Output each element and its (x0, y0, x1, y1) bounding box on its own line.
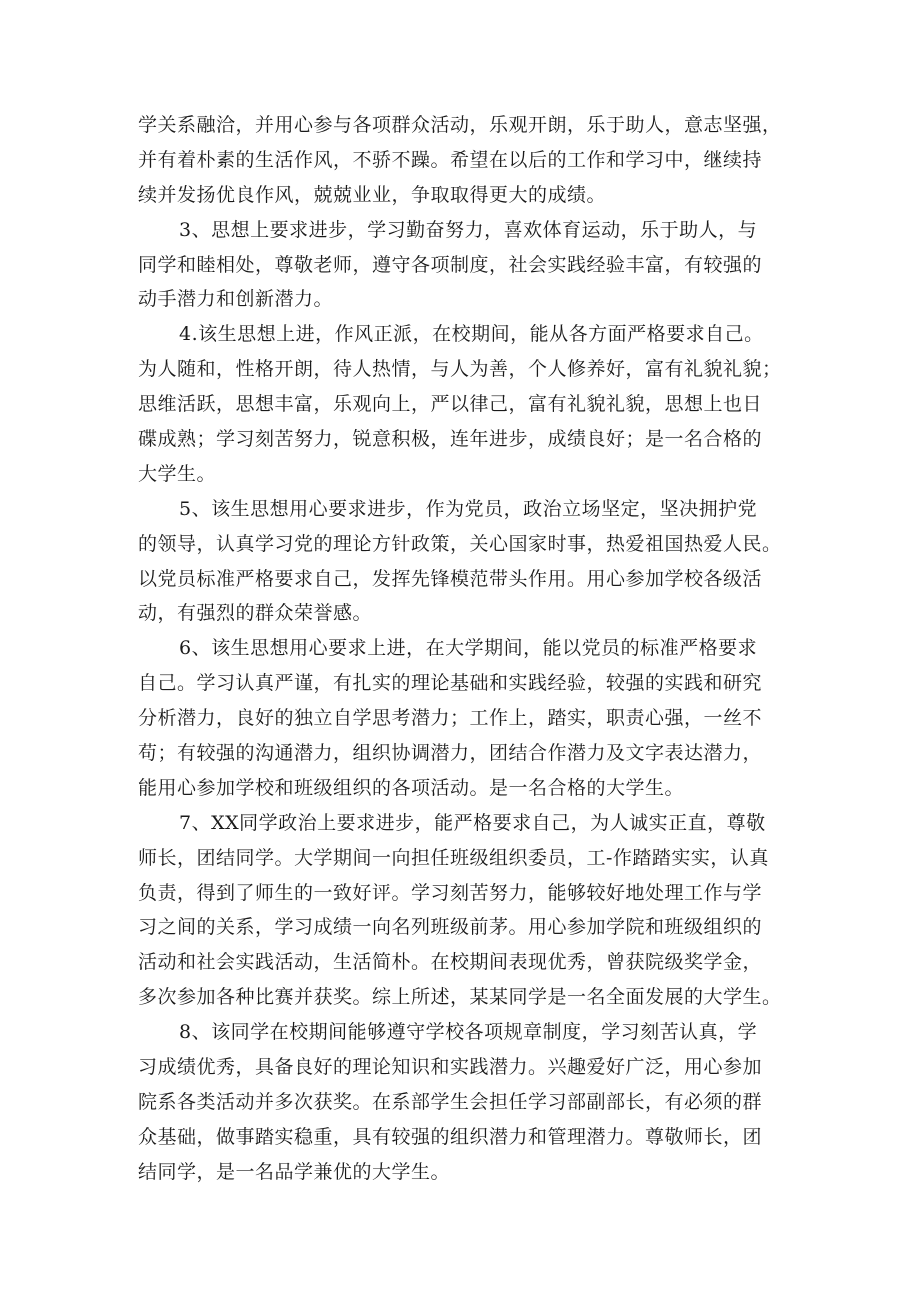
text-line: 众基础，做事踏实稳重，具有较强的组织潜力和管理潜力。尊敬师长，团 (138, 1125, 763, 1148)
text-line: 多次参加各种比赛并获奖。综上所述，某某同学是一名全面发展的大学生。 (138, 986, 782, 1009)
text-line: 的领导，认真学习党的理论方针政策，关心国家时事，热爱祖国热爱人民。 (138, 532, 782, 555)
text-line: 8、该同学在校期间能够遵守学校各项规章制度，学习刻苦认真，学 (179, 1021, 758, 1044)
paragraph-item-6 (138, 631, 798, 805)
text-line: 分析潜力，良好的独立自学思考潜力；工作上，踏实，职责心强，一丝不 (138, 707, 763, 730)
text-line: 苟；有较强的沟通潜力，组织协调潜力，团结合作潜力及文字表达潜力， (138, 742, 763, 765)
text-line: 结同学，是一名品学兼优的大学生。 (138, 1160, 451, 1183)
paragraph-item-7 (138, 806, 798, 1015)
paragraph-item-4 (138, 317, 798, 491)
text-line: 学关系融洽，并用心参与各项群众活动，乐观开朗，乐于助人，意志坚强， (138, 114, 782, 136)
text-line: 大学生。 (138, 462, 217, 485)
text-line: 自己。学习认真严谨，有扎实的理论基础和实践经验，较强的实践和研究 (138, 672, 763, 695)
text-line: 同学和睦相处，尊敬老师，遵守各项制度，社会实践经验丰富，有较强的 (138, 253, 763, 276)
text-line: 能用心参加学校和班级组织的各项活动。是一名合格的大学生。 (138, 776, 685, 799)
text-line: 7、XX同学政治上要求进步，能严格要求自己，为人诚实正直，尊敬 (179, 811, 766, 834)
text-line: 习之间的关系，学习成绩一向名列班级前茅。用心参加学院和班级组织的 (138, 916, 763, 939)
text-line: 动手潜力和创新潜力。 (138, 288, 334, 311)
text-line: 3、思想上要求进步，学习勤奋努力，喜欢体育运动，乐于助人，与 (179, 218, 758, 241)
paragraph-item-3 (138, 213, 798, 318)
paragraph-item-8 (138, 1015, 798, 1189)
text-line: 负责，得到了师生的一致好评。学习刻苦努力，能够较好地处理工作与学 (138, 881, 763, 904)
text-line: 6、该生思想用心要求上进，在大学期间，能以党员的标准严格要求 (179, 637, 758, 660)
text-line: 并有着朴素的生活作风，不骄不躁。希望在以后的工作和学习中，继续持 (138, 148, 763, 171)
text-line: 4.该生思想上进，作风正派，在校期间，能从各方面严格要求自己。 (179, 323, 764, 346)
text-line: 以党员标准严格要求自己，发挥先锋模范带头作用。用心参加学校各级活 (138, 567, 763, 590)
paragraph-continued (138, 108, 798, 213)
text-line: 碟成熟；学习刻苦努力，锐意积极，连年进步，成绩良好；是一名合格的 (138, 428, 763, 451)
text-line: 活动和社会实践活动，生活简朴。在校期间表现优秀，曾获院级奖学金， (138, 951, 763, 974)
text-line: 续并发扬优良作风，兢兢业业，争取取得更大的成绩。 (138, 183, 607, 206)
text-line: 习成绩优秀，具备良好的理论知识和实践潜力。兴趣爱好广泛，用心参加 (138, 1056, 763, 1079)
document-body (138, 108, 798, 1190)
text-line: 动，有强烈的群众荣誉感。 (138, 602, 373, 625)
text-line: 思维活跃，思想丰富，乐观向上，严以律己，富有礼貌礼貌，思想上也日 (138, 393, 763, 416)
paragraph-item-5 (138, 492, 798, 632)
text-line: 5、该生思想用心要求进步，作为党员，政治立场坚定，坚决拥护党 (179, 497, 758, 520)
text-line: 师长，团结同学。大学期间一向担任班级组织委员，工-作踏踏实实，认真 (138, 846, 769, 869)
text-line: 为人随和，性格开朗，待人热情，与人为善，个人修养好，富有礼貌礼貌； (138, 358, 782, 381)
text-line: 院系各类活动并多次获奖。在系部学生会担任学习部副部长，有必须的群 (138, 1090, 763, 1113)
